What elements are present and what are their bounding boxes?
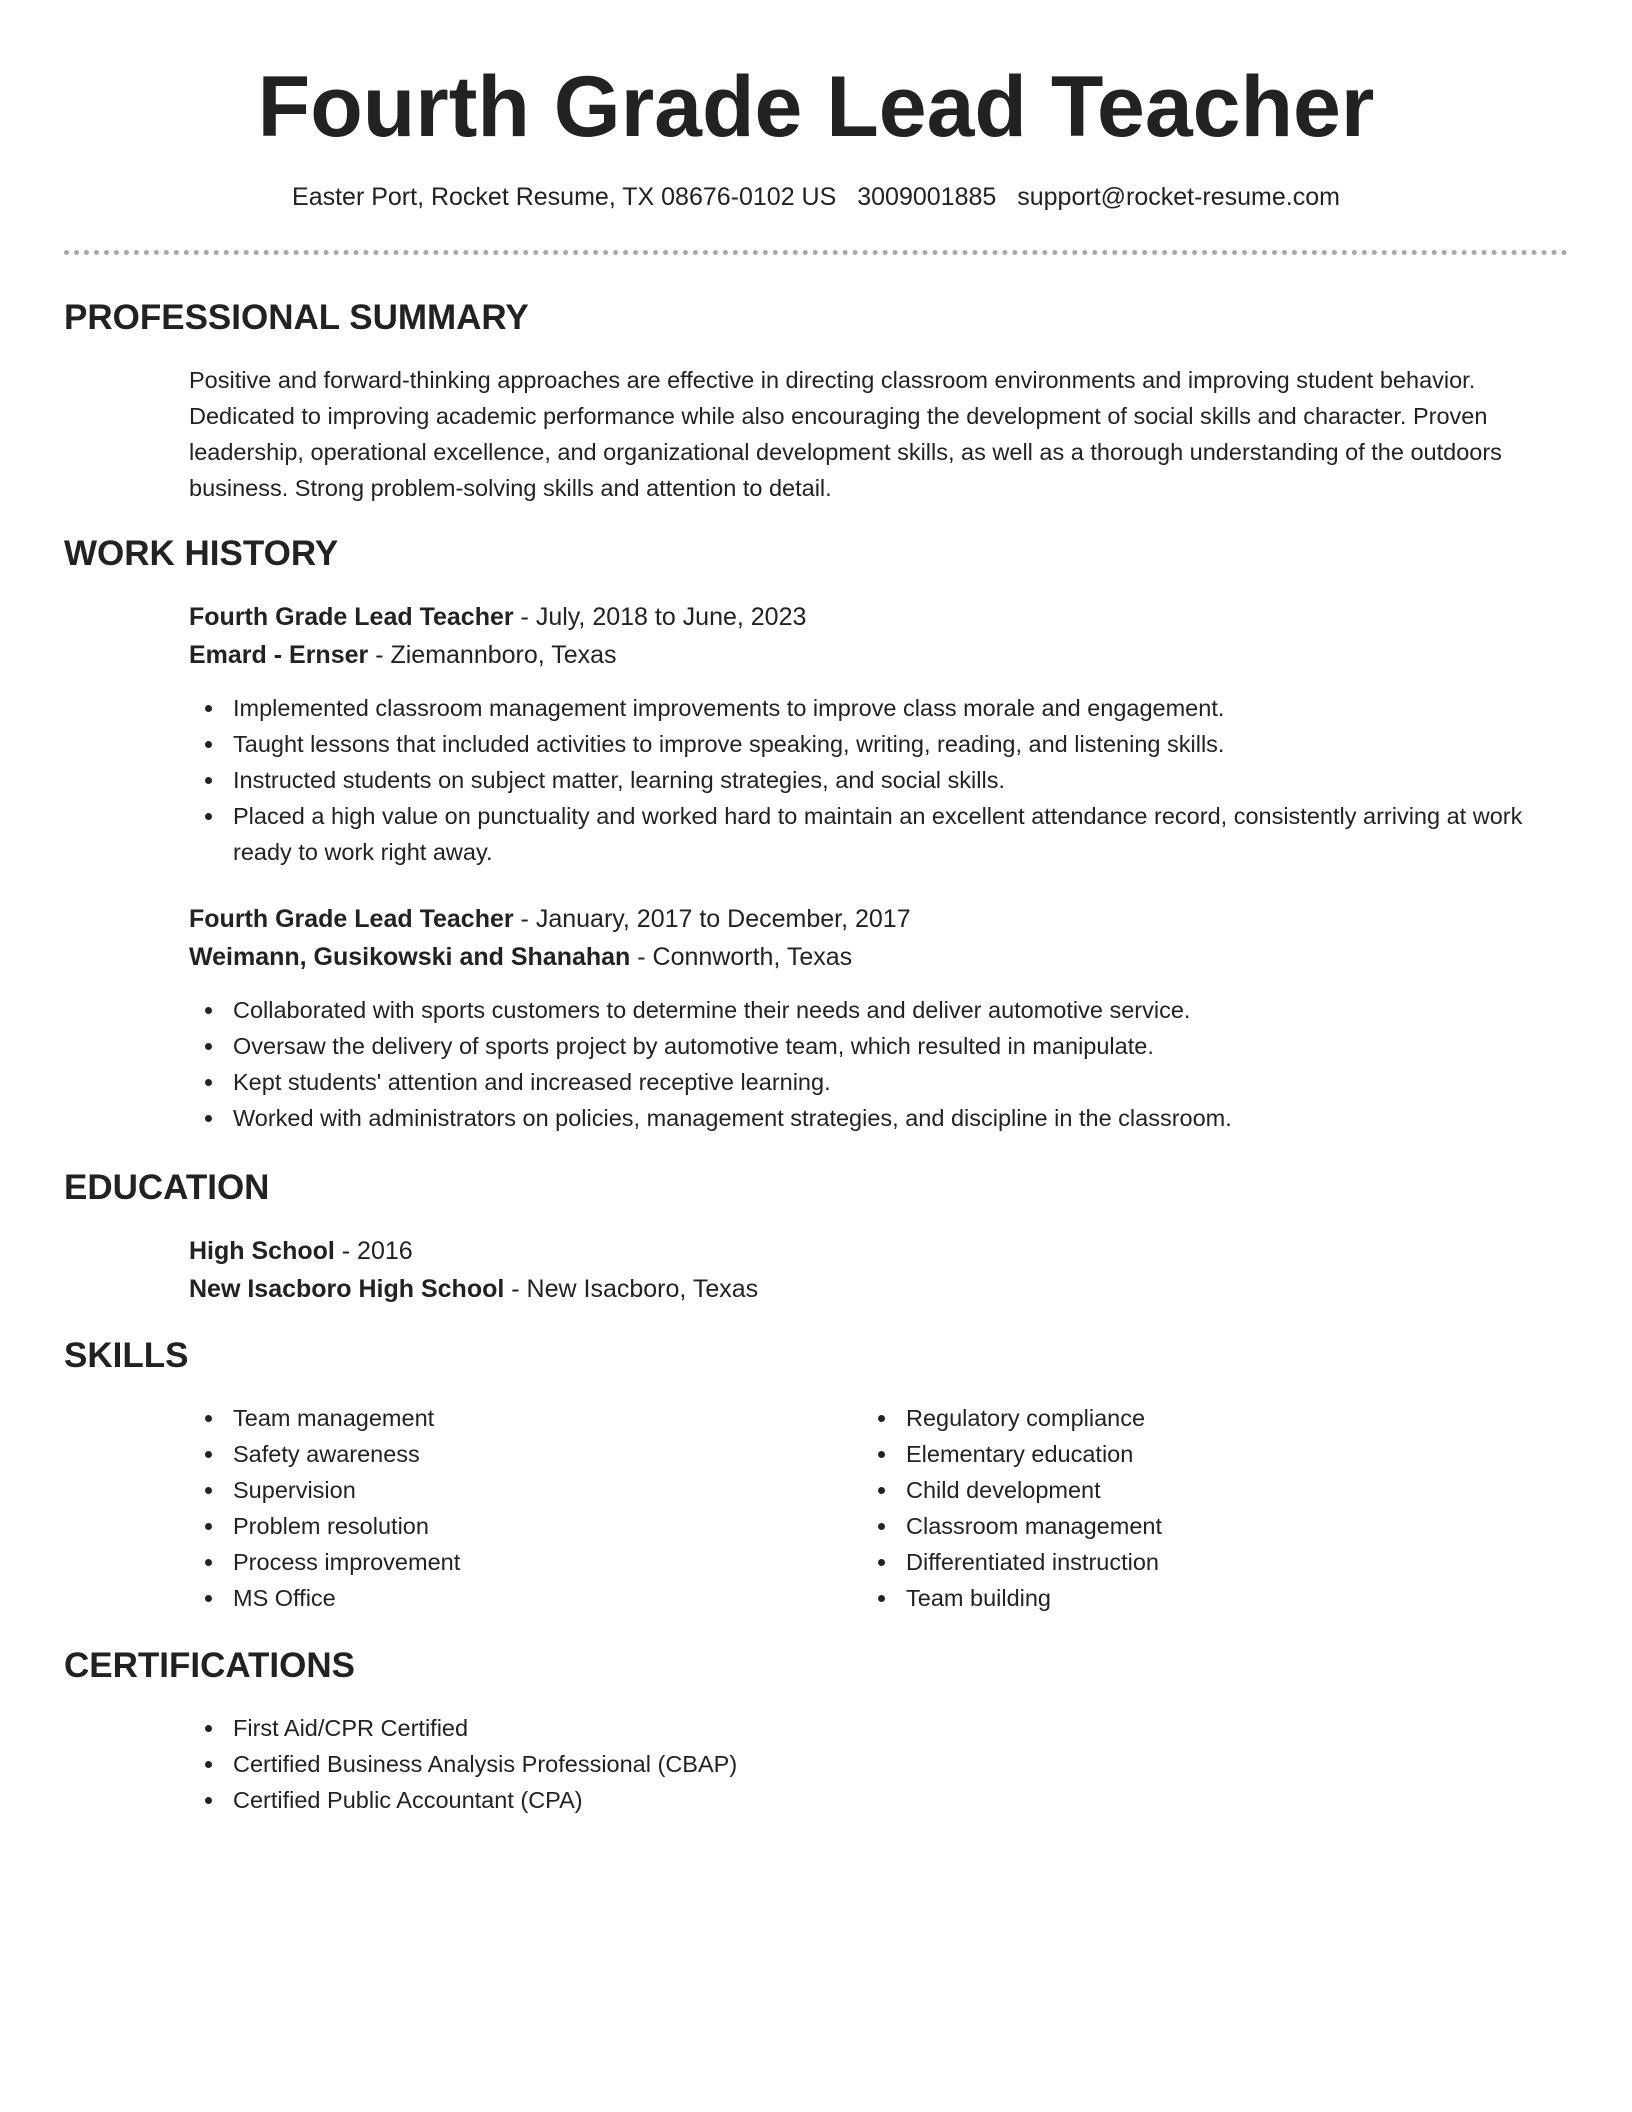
list-item: Instructed students on subject matter, learning strategies, and social skills. [189, 762, 1569, 798]
list-item: First Aid/CPR Certified [189, 1710, 1569, 1746]
list-item: Classroom management [862, 1508, 1502, 1544]
certifications-section [189, 1710, 1569, 1818]
list-item: Process improvement [189, 1544, 829, 1580]
list-item: Team building [862, 1580, 1502, 1616]
summary-section [189, 362, 1569, 506]
list-item: Taught lessons that included activities to improve speaking, writing, reading, and listening skills. [189, 726, 1569, 762]
contact-phone: 3009001885 [857, 183, 997, 211]
contact-info [0, 180, 1632, 214]
education-school-line [189, 1270, 1569, 1308]
job-role: Fourth Grade Lead Teacher [189, 603, 514, 631]
certifications-heading: CERTIFICATIONS [64, 1646, 356, 1685]
list-item: MS Office [189, 1580, 829, 1616]
skills-left-column [189, 1400, 829, 1616]
job-role: Fourth Grade Lead Teacher [189, 905, 514, 933]
summary-heading: PROFESSIONAL SUMMARY [64, 298, 529, 337]
contact-address: Easter Port, Rocket Resume, TX 08676-0102 US [292, 183, 837, 211]
education-degree: High School [189, 1237, 335, 1265]
education-degree-line [189, 1232, 1569, 1270]
education-school: New Isacboro High School [189, 1275, 505, 1303]
job-location: - Connworth, Texas [630, 943, 853, 971]
list-item: Differentiated instruction [862, 1544, 1502, 1580]
list-item: Placed a high value on punctuality and worked hard to maintain an excellent attendance record, consistently arriving at work ready to work right away. [189, 798, 1569, 870]
list-item: Supervision [189, 1472, 829, 1508]
job-dates: - January, 2017 to December, 2017 [513, 905, 911, 933]
job-dates: - July, 2018 to June, 2023 [513, 603, 807, 631]
education-location: - New Isacboro, Texas [504, 1275, 759, 1303]
list-item: Child development [862, 1472, 1502, 1508]
job-company-line [189, 636, 1569, 674]
contact-email: support@rocket-resume.com [1017, 183, 1340, 211]
job-bullets [189, 690, 1569, 870]
candidate-name: Fourth Grade Lead Teacher [257, 59, 1375, 155]
job-title-line [189, 598, 1569, 636]
education-heading: EDUCATION [64, 1168, 270, 1207]
job-bullets [189, 992, 1569, 1136]
summary-text: Positive and forward-thinking approaches are effective in directing classroom environments and improving student behavior. Dedicated to improving academic performance while also encouraging the development of social skills and character. Proven leadership, operational excellence, and organizational development skills, as well as a thorough understanding of the outdoors business. Strong problem-solving skills and attention to detail. [189, 367, 1502, 501]
job-entry [189, 598, 1569, 870]
job-location: - Ziemannboro, Texas [368, 641, 617, 669]
list-item: Collaborated with sports customers to determine their needs and deliver automotive service. [189, 992, 1569, 1028]
list-item: Elementary education [862, 1436, 1502, 1472]
list-item: Safety awareness [189, 1436, 829, 1472]
header-divider [64, 250, 1568, 255]
list-item: Certified Business Analysis Professional (CBAP) [189, 1746, 1569, 1782]
certifications-list [189, 1710, 1569, 1818]
list-item: Oversaw the delivery of sports project by automotive team, which resulted in manipulate. [189, 1028, 1569, 1064]
list-item: Certified Public Accountant (CPA) [189, 1782, 1569, 1818]
work-history-heading: WORK HISTORY [64, 534, 339, 573]
skills-right-column [862, 1400, 1502, 1616]
education-entry [189, 1232, 1569, 1308]
skills-list [189, 1400, 829, 1616]
job-title-line [189, 900, 1569, 938]
job-company-line [189, 938, 1569, 976]
list-item: Regulatory compliance [862, 1400, 1502, 1436]
list-item: Problem resolution [189, 1508, 829, 1544]
job-company: Emard - Ernser [189, 641, 369, 669]
education-year: - 2016 [334, 1237, 413, 1265]
skills-list [862, 1400, 1502, 1616]
job-entry [189, 900, 1569, 1136]
list-item: Implemented classroom management improvements to improve class morale and engagement. [189, 690, 1569, 726]
list-item: Worked with administrators on policies, management strategies, and discipline in the classroom. [189, 1100, 1569, 1136]
list-item: Team management [189, 1400, 829, 1436]
skills-heading: SKILLS [64, 1336, 189, 1375]
list-item: Kept students' attention and increased receptive learning. [189, 1064, 1569, 1100]
job-company: Weimann, Gusikowski and Shanahan [189, 943, 631, 971]
